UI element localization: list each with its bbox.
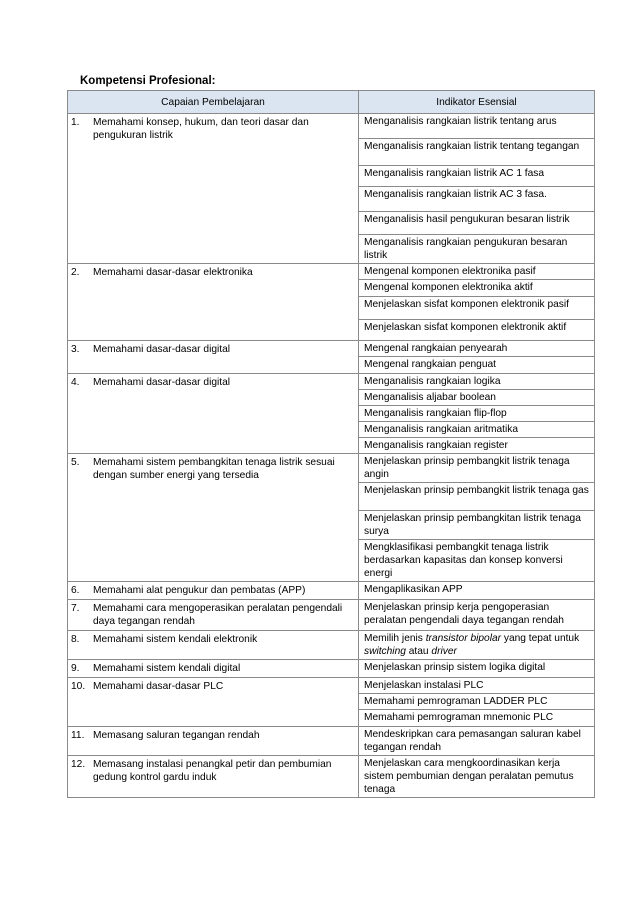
indikator-cell: Mengklasifikasi pembangkit tenaga listrik berdasarkan kapasitas dan konsep konversi energi <box>359 540 595 582</box>
capaian-cell <box>68 660 359 678</box>
indikator-cell: Menjelaskan prinsip pembangkit listrik tenaga angin <box>359 454 595 483</box>
indikator-cell: Mengaplikasikan APP <box>359 582 595 600</box>
item-number: 5. <box>71 457 80 468</box>
capaian-text: Memahami dasar-dasar elektronika <box>93 267 253 278</box>
indikator-cell: Menjelaskan cara mengkoordinasikan kerja sistem pembumian dengan peralatan pemutus tenaga <box>359 756 595 798</box>
indikator-cell: Mengenal komponen elektronika aktif <box>359 280 595 297</box>
capaian-text: Memasang instalasi penangkal petir dan pembumian gedung kontrol gardu induk <box>93 759 332 783</box>
capaian-cell <box>68 600 359 631</box>
column-header-capaian: Capaian Pembelajaran <box>68 91 359 114</box>
capaian-cell <box>68 582 359 600</box>
indikator-cell: Menjelaskan prinsip kerja pengoperasian peralatan pengendali daya tegangan rendah <box>359 600 595 631</box>
indikator-cell: Menganalisis rangkaian logika <box>359 374 595 390</box>
indikator-cell: Menganalisis rangkaian pengukuran besaran listrik <box>359 235 595 264</box>
table-row <box>68 678 595 694</box>
table-row <box>68 756 595 798</box>
table-row <box>68 341 595 357</box>
capaian-text: Memahami sistem kendali digital <box>93 663 241 674</box>
capaian-cell <box>68 264 359 341</box>
indikator-cell: Menjelaskan sisfat komponen elektronik aktif <box>359 320 595 341</box>
capaian-cell <box>68 454 359 582</box>
item-number: 4. <box>71 377 80 388</box>
table-header-row <box>68 91 595 114</box>
item-number: 10. <box>71 681 86 692</box>
indikator-cell: Mendeskripkan cara pemasangan saluran kabel tegangan rendah <box>359 727 595 756</box>
item-number: 11. <box>71 730 85 741</box>
indikator-cell: Mengenal komponen elektronika pasif <box>359 264 595 280</box>
item-number: 12. <box>71 759 86 770</box>
indikator-cell: Menganalisis rangkaian aritmatika <box>359 422 595 438</box>
indikator-cell: Menganalisis rangkaian register <box>359 438 595 454</box>
indikator-cell: Mengenal rangkaian penyearah <box>359 341 595 357</box>
indikator-cell: Mengenal rangkaian penguat <box>359 357 595 374</box>
capaian-cell <box>68 727 359 756</box>
indikator-cell: Menjelaskan prinsip pembangkitan listrik tenaga surya <box>359 511 595 540</box>
indikator-cell: Memahami pemrograman LADDER PLC <box>359 694 595 710</box>
indikator-cell: Menjelaskan sisfat komponen elektronik pasif <box>359 297 595 320</box>
competency-table <box>67 90 595 798</box>
capaian-text: Memahami dasar-dasar PLC <box>93 681 224 692</box>
table-row <box>68 600 595 631</box>
capaian-cell <box>68 678 359 727</box>
item-number: 2. <box>71 267 80 278</box>
capaian-cell <box>68 631 359 660</box>
capaian-cell <box>68 756 359 798</box>
indikator-cell: Menjelaskan instalasi PLC <box>359 678 595 694</box>
indikator-cell: Menganalisis aljabar boolean <box>359 390 595 406</box>
capaian-text: Memahami dasar-dasar digital <box>93 377 231 388</box>
capaian-text: Memahami konsep, hukum, dan teori dasar dan pengukuran listrik <box>93 117 309 141</box>
capaian-text: Memasang saluran tegangan rendah <box>93 730 260 741</box>
capaian-text: Memahami dasar-dasar digital <box>93 344 231 355</box>
indikator-cell: Menjelaskan prinsip sistem logika digital <box>359 660 595 678</box>
indikator-cell: Memahami pemrograman mnemonic PLC <box>359 710 595 727</box>
table-row <box>68 727 595 756</box>
indikator-cell: Memilih jenis transistor bipolar yang tepat untuk switching atau driver <box>359 631 595 660</box>
item-number: 6. <box>71 585 80 596</box>
capaian-text: Memahami sistem pembangkitan tenaga listrik sesuai dengan sumber energi yang tersedia <box>93 457 335 481</box>
indikator-cell: Menjelaskan prinsip pembangkit listrik tenaga gas <box>359 483 595 511</box>
table-row <box>68 631 595 660</box>
indikator-cell: Menganalisis rangkaian listrik tentang tegangan <box>359 139 595 166</box>
table-row <box>68 660 595 678</box>
indikator-cell: Menganalisis rangkaian listrik AC 1 fasa <box>359 166 595 187</box>
indikator-cell: Menganalisis rangkaian listrik AC 3 fasa. <box>359 187 595 212</box>
capaian-cell <box>68 114 359 264</box>
table-row <box>68 264 595 280</box>
capaian-text: Memahami alat pengukur dan pembatas (APP) <box>93 585 306 596</box>
table-body <box>68 114 595 798</box>
capaian-text: Memahami cara mengoperasikan peralatan pengendali daya tegangan rendah <box>93 603 343 627</box>
item-number: 7. <box>71 603 80 614</box>
indikator-cell: Menganalisis hasil pengukuran besaran listrik <box>359 212 595 235</box>
column-header-indikator: Indikator Esensial <box>359 91 595 114</box>
indikator-cell: Menganalisis rangkaian flip-flop <box>359 406 595 422</box>
capaian-cell <box>68 341 359 374</box>
section-heading: Kompetensi Profesional: <box>80 75 216 87</box>
capaian-text: Memahami sistem kendali elektronik <box>93 634 258 645</box>
table-row <box>68 374 595 390</box>
capaian-cell <box>68 374 359 454</box>
table-row <box>68 454 595 483</box>
item-number: 3. <box>71 344 80 355</box>
item-number: 9. <box>71 663 80 674</box>
item-number: 1. <box>71 117 80 128</box>
table-row <box>68 582 595 600</box>
item-number: 8. <box>71 634 80 645</box>
table-row <box>68 114 595 139</box>
indikator-cell: Menganalisis rangkaian listrik tentang arus <box>359 114 595 139</box>
